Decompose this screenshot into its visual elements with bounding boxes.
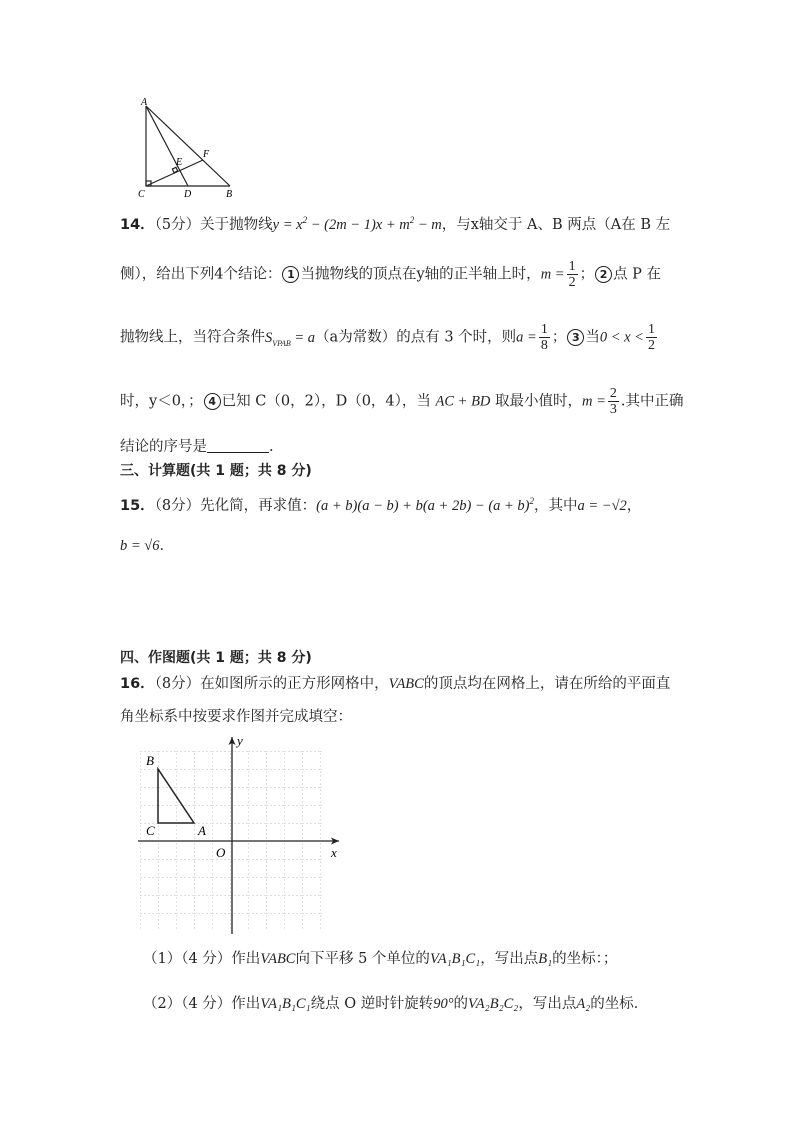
q14-line5: 结论的序号是 . [120,439,274,455]
q14-line3: 抛物线上，当符合条件$S_{VPAB} = a(a$为常数）的点有 3 个时，则a = $\frac{1}{8}$ ； 3 当0 < x < $\frac{1}{2}$ [120,322,655,353]
q16-part2: （2）（4 分）作出VA₁B₁C₁绕点 O 逆时针旋转90°的VA₂B₂C₂，写出点A₂的坐标． [143,996,649,1012]
circle-1-icon: 1 [282,266,299,283]
q16-number: 16． [120,676,155,692]
q14-line1: 14．（5分）关于抛物线$y = x^2 - (2m - 1)x + m^2 - m$，与x轴交于 A、B 两点（A在 B 左 [120,215,671,233]
q14-formula: $y = x^2 - (2m - 1)x + m^2 - m$ [272,215,442,233]
label-f: F [203,149,210,160]
frac-two-thirds: $\frac{2}{3}$ [609,386,617,417]
q15-line2: b = √6． [120,538,174,554]
q16-part1: （1）（4 分）作出VABC向下平移 5 个单位的VA₁B₁C₁，写出点B₁的坐标：； [143,951,618,967]
frac-one-half-b: $\frac{1}{2}$ [647,322,655,353]
frac-one-eighth: $\frac{1}{8}$ [540,322,548,353]
q14-number: 14． [120,216,155,233]
q16-line1: 16．（8分）在如图所示的正方形网格中，VABC的顶点均在网格上，请在所给的平面直 [120,676,671,692]
y-axis-label: y [237,734,243,748]
label-c: C [138,189,145,200]
origin-label: O [216,845,226,860]
triangle-figure [130,94,245,200]
label-d: D [184,189,192,200]
q16-line2: 角坐标系中按要求作图并完成填空： [120,709,352,725]
section-3-title: 三、计算题(共 1 题；共 8 分) [120,463,312,479]
section-4-title: 四、作图题(共 1 题；共 8 分) [120,650,312,666]
label-a: A [141,97,148,108]
q14-line2: 侧），给出下列4个结论： 1 当抛物线的顶点在y轴的正半轴上时，m = $\frac{1}{2}$ ； 2 点 P 在 [120,259,662,290]
q15-number: 15． [120,497,155,514]
circle-4-icon: 4 [204,393,221,410]
q14-line4: 时，y＜0，； 4 已知 C（0，2），D（0，4），当 AC + BD 取最小值时，m = $\frac{2}{3}$ .其中正确 [120,386,684,417]
label-e: E [176,157,183,168]
label-b-grid: B [146,753,154,768]
x-axis-label: x [331,845,337,860]
label-a-grid: A [198,823,206,838]
label-b: B [226,189,233,200]
q15-expression: $(a + b)(a - b) + b(a + 2b) - (a + b)^2$ [316,496,535,514]
circle-2-icon: 2 [595,266,612,283]
frac-one-half: $\frac{1}{2}$ [568,259,576,290]
grid-figure [136,734,348,936]
label-c-grid: C [146,823,155,838]
answer-blank[interactable] [207,438,269,453]
q15-line1: 15．（8分）先化简，再求值：$(a + b)(a - b) + b(a + 2b) - (a + b)^2$，其中a = −√2， [120,496,642,514]
circle-3-icon: 3 [567,329,584,346]
